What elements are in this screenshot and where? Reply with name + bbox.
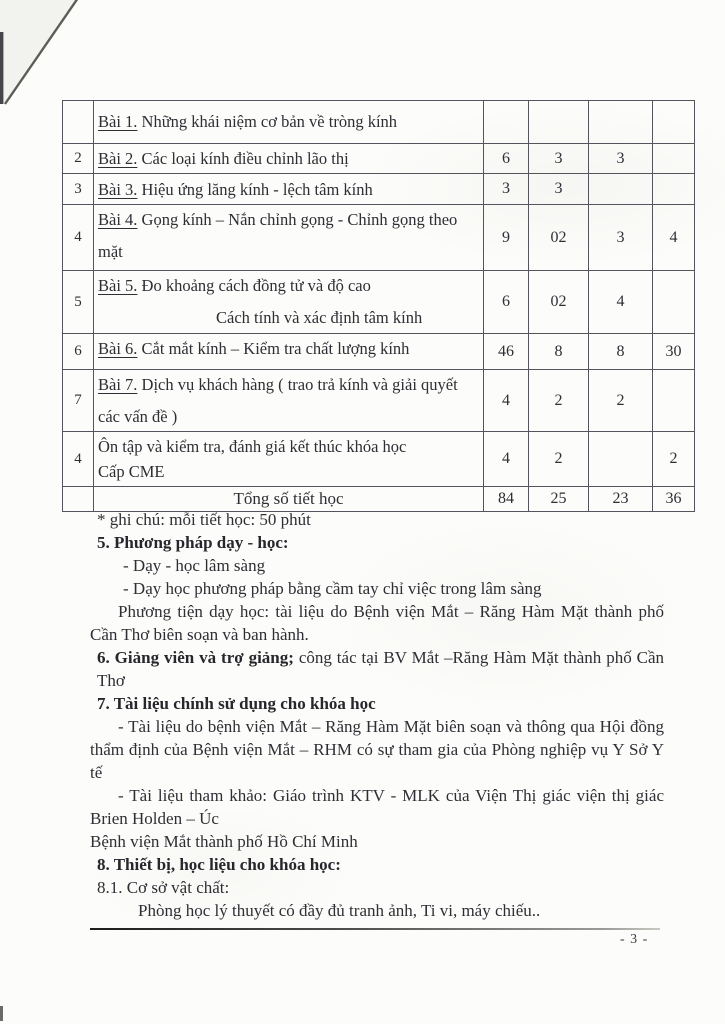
hours-total: 9 xyxy=(484,205,529,271)
table-row xyxy=(63,101,695,144)
hours-col2: 02 xyxy=(529,205,589,271)
hours-col3: 3 xyxy=(589,205,653,271)
hours-col4 xyxy=(653,144,695,174)
lesson-title-cell: Bài 7. Dịch vụ khách hàng ( trao trả kính và giải quyết các vấn đề ) xyxy=(94,370,484,432)
hours-total xyxy=(484,101,529,144)
hours-col3: 8 xyxy=(589,334,653,370)
hours-col2: 2 xyxy=(529,370,589,432)
total-hours: 84 xyxy=(484,487,529,512)
lesson-title-cell: Bài 1. Những khái niệm cơ bản về tròng kính xyxy=(94,101,484,144)
table-row xyxy=(63,205,695,271)
row-number xyxy=(63,101,94,144)
hours-col4: 4 xyxy=(653,205,695,271)
hours-col2: 2 xyxy=(529,432,589,487)
hours-col4 xyxy=(653,174,695,205)
hours-total: 4 xyxy=(484,370,529,432)
table-row xyxy=(63,144,695,174)
table-row xyxy=(63,370,695,432)
hours-col2: 3 xyxy=(529,174,589,205)
total-col4: 36 xyxy=(653,487,695,512)
row-number: 5 xyxy=(63,271,94,334)
row-number xyxy=(63,487,94,512)
hours-total: 46 xyxy=(484,334,529,370)
note-lesson-duration: * ghi chú: mỗi tiết học: 50 phút xyxy=(97,510,311,529)
table-row xyxy=(63,271,695,334)
section-8-1-heading: 8.1. Cơ sở vật chất: xyxy=(97,878,230,897)
section-7-paragraph-1: - Tài liệu do bệnh viện Mắt – Răng Hàm Mặt biên soạn và thông qua Hội đồng thẩm định của Bệnh viện Mắt – RHM có sự tham gia của Phòng nghiệp vụ Y Sở Y tế xyxy=(90,717,664,782)
hours-col2: 8 xyxy=(529,334,589,370)
lesson-title-cell: Bài 4. Gọng kính – Nắn chỉnh gọng - Chỉnh gọng theo mặt xyxy=(94,205,484,271)
hours-col3: 3 xyxy=(589,144,653,174)
hours-col4: 2 xyxy=(653,432,695,487)
hours-total: 6 xyxy=(484,271,529,334)
table-row xyxy=(63,174,695,205)
hours-col3 xyxy=(589,101,653,144)
row-number: 7 xyxy=(63,370,94,432)
total-label: Tổng số tiết học xyxy=(94,487,484,512)
row-number: 6 xyxy=(63,334,94,370)
hours-col2: 02 xyxy=(529,271,589,334)
table-row xyxy=(63,432,695,487)
row-number: 4 xyxy=(63,432,94,487)
hours-total: 3 xyxy=(484,174,529,205)
curriculum-table xyxy=(62,100,695,512)
hours-col4: 30 xyxy=(653,334,695,370)
hours-col3: 2 xyxy=(589,370,653,432)
table-row xyxy=(63,334,695,370)
lesson-title-cell: Bài 5. Đo khoảng cách đồng tử và độ cao Cách tính và xác định tâm kính xyxy=(94,271,484,334)
total-col2: 25 xyxy=(529,487,589,512)
hours-col4 xyxy=(653,271,695,334)
footer-rule xyxy=(90,928,660,930)
lesson-title-cell: Bài 6. Cắt mắt kính – Kiểm tra chất lượng kính xyxy=(94,334,484,370)
row-number: 2 xyxy=(63,144,94,174)
section-7-heading: 7. Tài liệu chính sử dụng cho khóa học xyxy=(97,694,376,713)
hours-col4 xyxy=(653,101,695,144)
scan-edge-mark xyxy=(0,1006,3,1021)
section-6-heading: 6. Giảng viên và trợ giảng; xyxy=(97,648,294,667)
page-fold-crease xyxy=(0,0,95,115)
section-8-heading: 8. Thiết bị, học liệu cho khóa học: xyxy=(97,855,341,874)
hours-col2: 3 xyxy=(529,144,589,174)
section-8-1-text: Phòng học lý thuyết có đầy đủ tranh ảnh, Ti vi, máy chiếu.. xyxy=(138,901,541,920)
hours-col3 xyxy=(589,432,653,487)
section-5-heading: 5. Phương pháp dạy - học: xyxy=(97,533,289,552)
lesson-title-cell: Bài 2. Các loại kính điều chỉnh lão thị xyxy=(94,144,484,174)
section-7-paragraph-3: Bệnh viện Mắt thành phố Hồ Chí Minh xyxy=(90,832,358,851)
section-5-bullet-2: - Dạy học phương pháp bằng cầm tay chỉ việc trong lâm sàng xyxy=(123,579,542,598)
hours-col3 xyxy=(589,174,653,205)
document-body-text xyxy=(90,508,664,922)
page-number: - 3 - xyxy=(620,932,649,947)
hours-total: 4 xyxy=(484,432,529,487)
hours-col4 xyxy=(653,370,695,432)
hours-total: 6 xyxy=(484,144,529,174)
row-number: 4 xyxy=(63,205,94,271)
section-6-paragraph: 6. Giảng viên và trợ giảng; công tác tại BV Mắt –Răng Hàm Mặt thành phố Cần Thơ xyxy=(97,648,664,690)
section-5-bullet-1: - Dạy - học lâm sàng xyxy=(123,556,266,575)
hours-col2 xyxy=(529,101,589,144)
row-number: 3 xyxy=(63,174,94,205)
section-5-paragraph: Phương tiện dạy học: tài liệu do Bệnh viện Mắt – Răng Hàm Mặt thành phố Cần Thơ biên soạn và ban hành. xyxy=(90,602,664,644)
lesson-title-cell: Bài 3. Hiệu ứng lăng kính - lệch tâm kính xyxy=(94,174,484,205)
total-col3: 23 xyxy=(589,487,653,512)
section-7-paragraph-2: - Tài liệu tham khảo: Giáo trình KTV - MLK của Viện Thị giác viện thị giác Brien Holden – Úc xyxy=(90,786,664,828)
lesson-title-cell: Ôn tập và kiểm tra, đánh giá kết thúc khóa học Cấp CME xyxy=(94,432,484,487)
hours-col3: 4 xyxy=(589,271,653,334)
